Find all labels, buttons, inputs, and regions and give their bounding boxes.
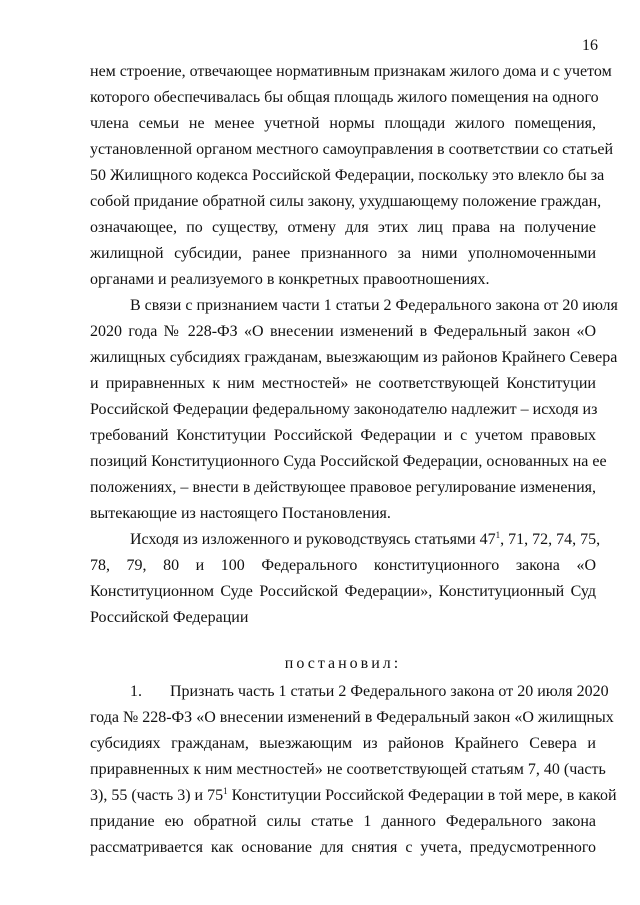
text-line: 3), 55 (часть 3) и $75^1$ Конституции Российской Федерации в той мере, в какой <box>90 786 617 804</box>
text-line: рассматривается как основание для снятия с учета, предусмотренного <box>90 839 596 856</box>
list-item-line: 1. Признать часть 1 статьи 2 Федерального закона от 20 июля 2020 <box>130 680 596 704</box>
text-line: Конституционном Суде Российской Федерации», Конституционный Суд <box>90 583 596 600</box>
page-number: 16 <box>582 37 598 54</box>
text-line: Российской Федерации федеральному законодателю надлежит – исходя из <box>90 401 598 418</box>
text-line: придание ею обратной силы статье 1 данного Федерального закона <box>90 813 596 830</box>
text-line: нем строение, отвечающее нормативным признакам жилого дома и с учетом <box>90 63 612 80</box>
text-line: установленной органом местного самоуправления в соответствии со статьей <box>90 141 614 158</box>
text-line: позиций Конституционного Суда Российской Федерации, основанных на ее <box>90 453 607 470</box>
text-line: субсидиях гражданам, выезжающим из районов Крайнего Севера и <box>90 735 596 752</box>
list-item-number: 1. <box>130 683 142 700</box>
text-line: 78, 79, 80 и 100 Федерального конституционного закона «О <box>90 557 596 574</box>
text-line: члена семьи не менее учетной нормы площади жилого помещения, <box>90 115 596 132</box>
text-line: вытекающие из настоящего Постановления. <box>90 505 391 522</box>
text-line: Исходя из изложенного и руководствуясь статьями $47^1$, 71, 72, 74, 75, <box>130 530 601 548</box>
superscript: 1 <box>495 530 501 540</box>
text-line: 50 Жилищного кодекса Российской Федерации, поскольку это влекло бы за <box>90 167 605 184</box>
text-line: требований Конституции Российской Федерации и с учетом правовых <box>90 427 596 444</box>
text-line: которого обеспечивалась бы общая площадь жилого помещения на одного <box>90 89 599 106</box>
resolution-heading: постановил: <box>284 655 402 672</box>
text-line: органами и реализуемого в конкретных правоотношениях. <box>90 271 490 288</box>
text-line: жилищных субсидиях гражданам, выезжающим из районов Крайнего Севера <box>90 349 618 366</box>
text-line: Российской Федерации <box>90 609 249 626</box>
text-line: 2020 года № 228-ФЗ «О внесении изменений в Федеральный закон «О <box>90 323 596 340</box>
text-line: В связи с признанием части 1 статьи 2 Федерального закона от 20 июля <box>130 297 618 314</box>
text-line: года № 228-ФЗ «О внесении изменений в Федеральный закон «О жилищных <box>90 709 614 726</box>
text-line: жилищной субсидии, ранее признанного за ними уполномоченными <box>90 245 596 262</box>
text-line: собой придание обратной силы закону, ухудшающему положение граждан, <box>90 193 602 210</box>
text-line: и приравненных к ним местностей» не соответствующей Конституции <box>90 375 596 392</box>
text-line: приравненных к ним местностей» не соответствующей статьям 7, 40 (часть <box>90 761 606 778</box>
text-line: означающее, по существу, отмену для этих лиц права на получение <box>90 219 596 236</box>
text-line: положениях, – внести в действующее правовое регулирование изменения, <box>90 479 596 496</box>
superscript: 1 <box>223 786 228 796</box>
